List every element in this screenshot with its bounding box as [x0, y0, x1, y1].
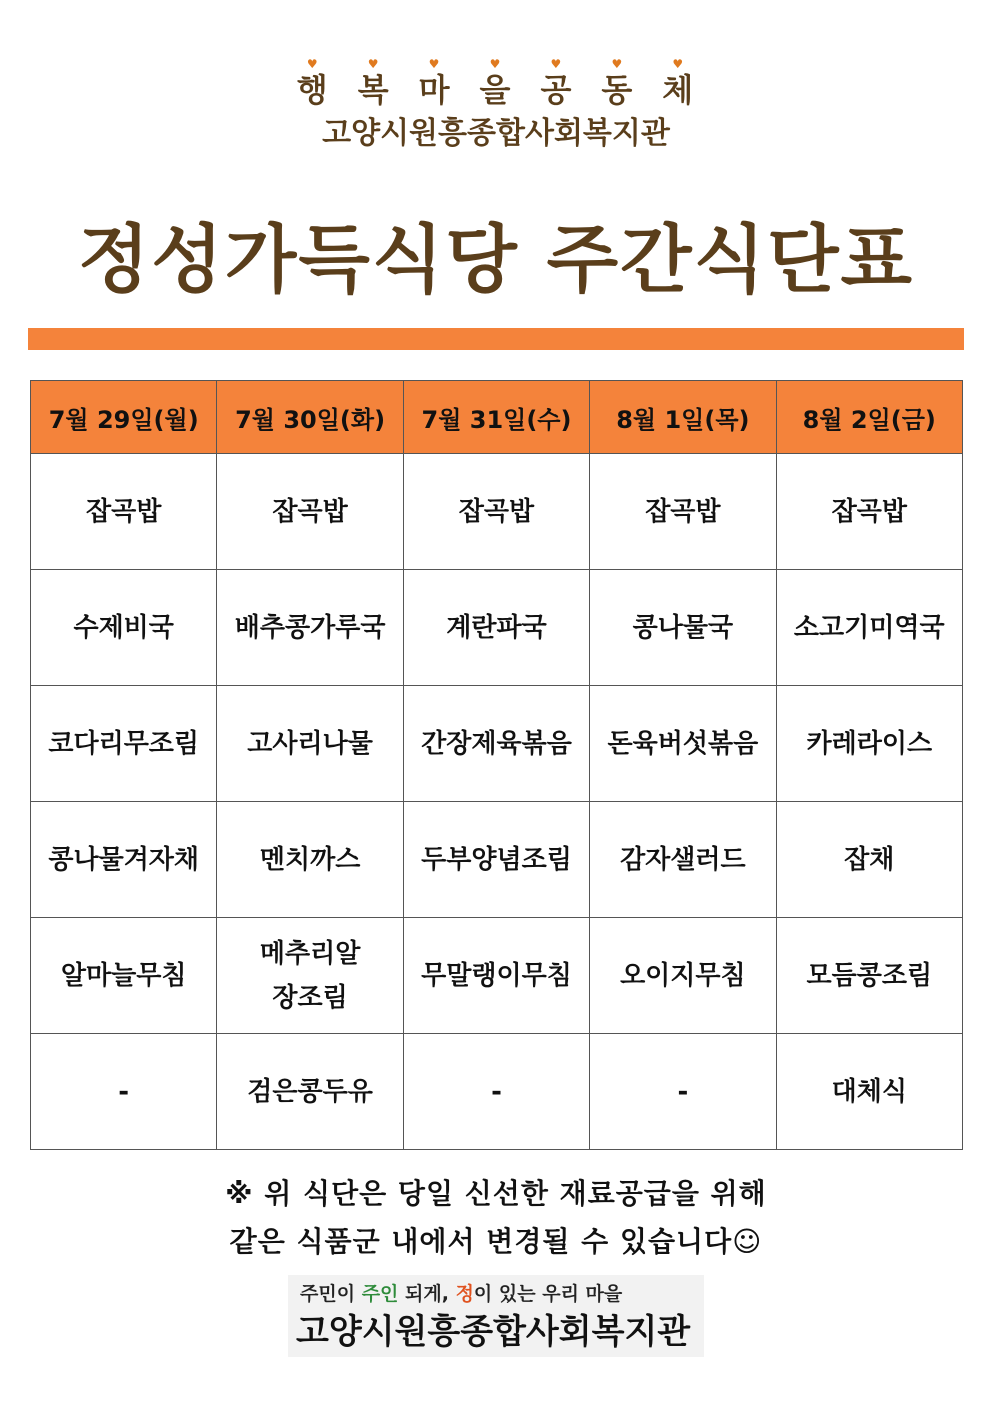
- slogan-text: 이 있는 우리 마을: [473, 1283, 623, 1305]
- menu-cell: 고사리나물: [217, 686, 403, 802]
- menu-cell: -: [590, 1034, 776, 1150]
- page-title: 정성가득식당 주간식단표: [77, 217, 915, 303]
- notice-line: ※ 위 식단은 당일 신선한 재료공급을 위해: [225, 1177, 767, 1210]
- menu-cell: 알마늘무침: [31, 918, 217, 1034]
- menu-cell: 배추콩가루국: [217, 570, 403, 686]
- menu-cell: 오이지무침: [590, 918, 776, 1034]
- tagline-char: ♥ 을: [479, 57, 513, 109]
- menu-cell: 무말랭이무침: [403, 918, 589, 1034]
- menu-row-rice: [31, 454, 963, 570]
- menu-cell: 잡곡밥: [776, 454, 962, 570]
- tagline-char: ♥ 복: [357, 57, 391, 109]
- heart-icon: ♥: [489, 57, 503, 71]
- menu-cell: 잡채: [776, 802, 962, 918]
- tagline-char: ♥ 공: [540, 57, 574, 109]
- org-logo: [288, 1275, 704, 1357]
- heart-icon: ♥: [672, 57, 686, 71]
- menu-header-row: [31, 381, 963, 454]
- menu-cell: 수제비국: [31, 570, 217, 686]
- menu-cell: 돈육버섯볶음: [590, 686, 776, 802]
- tagline-char: ♥ 마: [418, 57, 452, 109]
- notice-line: 같은 식품군 내에서 변경될 수 있습니다☺: [229, 1225, 763, 1258]
- tagline: [0, 57, 992, 110]
- heart-icon: ♥: [306, 57, 320, 71]
- menu-cell: 소고기미역국: [776, 570, 962, 686]
- menu-cell: 모듬콩조림: [776, 918, 962, 1034]
- menu-change-notice: [0, 1170, 992, 1266]
- menu-row-side1: [31, 802, 963, 918]
- menu-cell: 계란파국: [403, 570, 589, 686]
- menu-cell: 메추리알 장조림: [217, 918, 403, 1034]
- heart-icon: ♥: [611, 57, 625, 71]
- menu-cell: 두부양념조림: [403, 802, 589, 918]
- menu-row-soup: [31, 570, 963, 686]
- menu-row-main: [31, 686, 963, 802]
- menu-row-side2: [31, 918, 963, 1034]
- title-underline-bar: [28, 328, 964, 350]
- menu-cell: 잡곡밥: [217, 454, 403, 570]
- menu-cell: 카레라이스: [776, 686, 962, 802]
- menu-cell: -: [31, 1034, 217, 1150]
- slogan-highlight: 주인: [361, 1283, 399, 1305]
- day-header: 8월 1일(목): [590, 381, 776, 454]
- menu-cell: -: [403, 1034, 589, 1150]
- menu-cell: 멘치까스: [217, 802, 403, 918]
- heart-icon: ♥: [428, 57, 442, 71]
- day-header: 7월 30일(화): [217, 381, 403, 454]
- logo-slogan: [300, 1281, 622, 1307]
- menu-cell: 검은콩두유: [217, 1034, 403, 1150]
- day-header: 7월 29일(월): [31, 381, 217, 454]
- tagline-char: ♥ 체: [662, 57, 696, 109]
- slogan-highlight: 정: [455, 1283, 474, 1305]
- day-header: 8월 2일(금): [776, 381, 962, 454]
- heart-icon: ♥: [367, 57, 381, 71]
- menu-cell: 콩나물겨자채: [31, 802, 217, 918]
- logo-org-name: 고양시원흥종합사회복지관: [296, 1312, 691, 1352]
- org-name-header: 고양시원흥종합사회복지관: [322, 116, 670, 151]
- menu-cell: 감자샐러드: [590, 802, 776, 918]
- menu-cell: 잡곡밥: [403, 454, 589, 570]
- menu-cell: 대체식: [776, 1034, 962, 1150]
- menu-row-extra: [31, 1034, 963, 1150]
- weekly-menu-table: [30, 380, 963, 1150]
- day-header: 7월 31일(수): [403, 381, 589, 454]
- slogan-text: 주민이: [300, 1283, 362, 1305]
- tagline-char: ♥ 행: [296, 57, 330, 109]
- menu-cell: 간장제육볶음: [403, 686, 589, 802]
- slogan-text: 되게,: [398, 1283, 456, 1305]
- menu-cell: 코다리무조림: [31, 686, 217, 802]
- menu-cell: 잡곡밥: [31, 454, 217, 570]
- tagline-char: ♥ 동: [601, 57, 635, 109]
- menu-cell: 잡곡밥: [590, 454, 776, 570]
- menu-cell: 콩나물국: [590, 570, 776, 686]
- heart-icon: ♥: [550, 57, 564, 71]
